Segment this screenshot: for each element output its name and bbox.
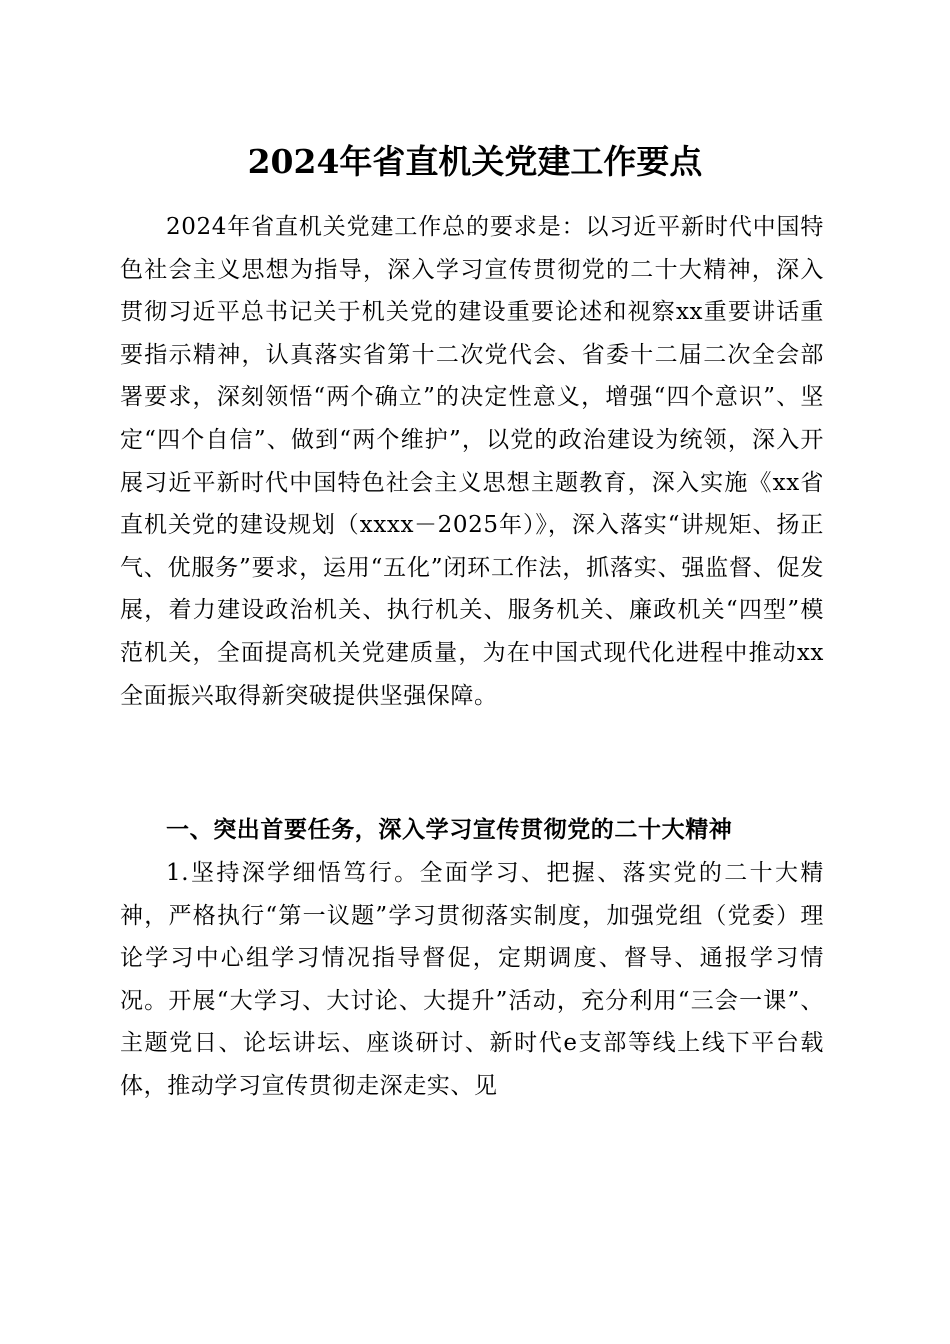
intro-paragraph: 2024年省直机关党建工作总的要求是：以习近平新时代中国特色社会主义思想为指导，深入学习宣传贯彻党的二十大精神，深入贯彻习近平总书记关于机关党的建设重要论述和视察xx重要讲话重要指示精神，认真落实省第十二次党代会、省委十二届二次全会部署要求，深刻领悟“两个确立”的决定性意义，增强“四个意识”、坚定“四个自信”、做到“两个维护”，以党的政治建设为统领，深入开展习近平新时代中国特色社会主义思想主题教育，深入实施《xx省直机关党的建设规划（xxxx－2025年）》，深入落实“讲规矩、扬正气、优服务”要求，运用“五化”闭环工作法，抓落实、强监督、促发展，着力建设政治机关、执行机关、服务机关、廉政机关“四型”模范机关，全面提高机关党建质量，为在中国式现代化进程中推动xx全面振兴取得新突破提供坚强保障。	[120, 214, 824, 709]
section-1-heading: 一、突出首要任务，深入学习宣传贯彻党的二十大精神	[166, 817, 733, 843]
document-title: 2024年省直机关党建工作要点	[247, 142, 703, 181]
item-1-paragraph: 1.坚持深学细悟笃行。全面学习、把握、落实党的二十大精神，严格执行“第一议题”学习贯彻落实制度，加强党组（党委）理论学习中心组学习情况指导督促，定期调度、督导、通报学习情况。开展“大学习、大讨论、大提升”活动，充分利用“三会一课”、主题党日、论坛讲坛、座谈研讨、新时代e支部等线上线下平台载体，推动学习宣传贯彻走深走实、见	[120, 860, 824, 1099]
